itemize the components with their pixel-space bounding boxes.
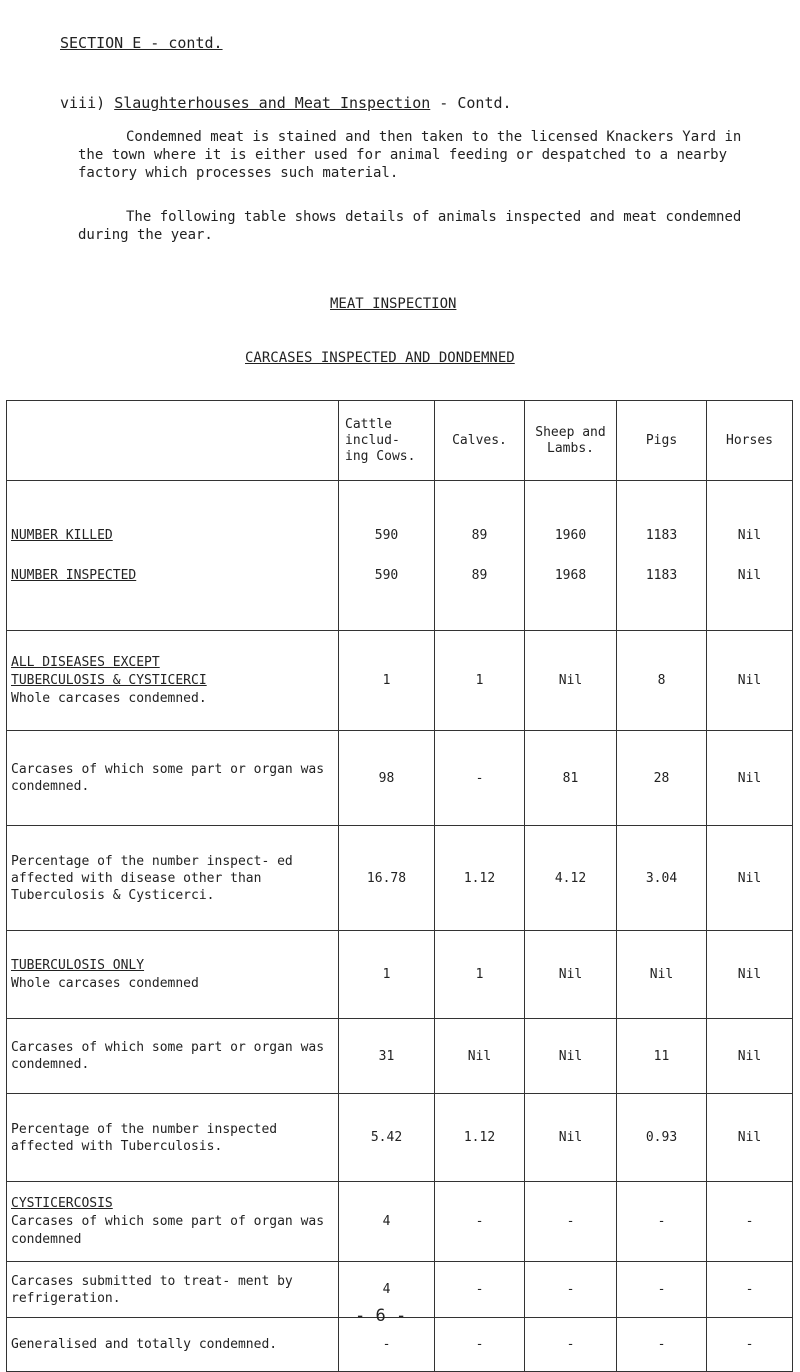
row-label-part-organ: Carcases of which some part or organ was condemned. [7, 731, 339, 826]
cell-pigs: 3.04 [617, 826, 707, 931]
cell-calves: - [435, 1262, 525, 1318]
row-label-percentage: Percentage of the number inspect- ed affected with disease other than Tuberculosis & Cysticerci. [7, 826, 339, 931]
cell-horses: - [707, 1182, 793, 1262]
table-row [7, 826, 793, 931]
cell-pigs: 28 [617, 731, 707, 826]
cell-cattle: 4 [339, 1262, 435, 1318]
cell-cattle: 31 [339, 1019, 435, 1094]
row-label-cyst-part [7, 1182, 339, 1262]
label-number-inspected: NUMBER INSPECTED [11, 567, 137, 583]
cell-sheep: Nil [525, 1019, 617, 1094]
table-row [7, 481, 793, 631]
cell-cattle: - [339, 1318, 435, 1372]
cell-pigs: 1183 1183 [617, 481, 707, 631]
cell-pigs: 11 [617, 1019, 707, 1094]
section-heading [60, 34, 223, 52]
cell-calves: 1.12 [435, 1094, 525, 1182]
table-header-row [7, 401, 793, 481]
page-title: MEAT INSPECTION [330, 296, 457, 312]
table-row [7, 631, 793, 731]
cell-pigs: Nil [617, 931, 707, 1019]
table-row [7, 1094, 793, 1182]
cell-horses: Nil [707, 931, 793, 1019]
cell-sheep: Nil [525, 631, 617, 731]
cell-cattle: 4 [339, 1182, 435, 1262]
cell-horses: - [707, 1318, 793, 1372]
heading-cysticercosis: CYSTICERCOSIS [11, 1195, 113, 1211]
page-subtitle: CARCASES INSPECTED AND DONDEMNED [245, 350, 515, 366]
cell-calves: 89 89 [435, 481, 525, 631]
cell-sheep: 4.12 [525, 826, 617, 931]
subsection-suffix: - Contd. [439, 94, 512, 112]
cell-cattle: 16.78 [339, 826, 435, 931]
row-label-tb-part: Carcases of which some part or organ was condemned. [7, 1019, 339, 1094]
cell-horses: Nil [707, 1019, 793, 1094]
cell-calves: 1.12 [435, 826, 525, 931]
row-label-tb-whole [7, 931, 339, 1019]
cell-sheep: - [525, 1262, 617, 1318]
table-row [7, 731, 793, 826]
cell-calves: 1 [435, 931, 525, 1019]
row-label-all-diseases [7, 631, 339, 731]
cell-pigs: 8 [617, 631, 707, 731]
label-tb-whole-carcases: Whole carcases condemned [11, 975, 199, 991]
table-row [7, 931, 793, 1019]
meat-inspection-table [6, 400, 793, 1372]
cell-calves: - [435, 1318, 525, 1372]
cell-pigs: - [617, 1262, 707, 1318]
cell-horses: - [707, 1262, 793, 1318]
cell-calves: - [435, 1182, 525, 1262]
table-row [7, 1182, 793, 1262]
heading-all-diseases: ALL DISEASES EXCEPT [11, 654, 160, 670]
cell-sheep: - [525, 1182, 617, 1262]
cell-pigs: - [617, 1318, 707, 1372]
row-label-killed-inspected [7, 481, 339, 631]
cell-horses: Nil [707, 826, 793, 931]
paragraph-2 [78, 208, 768, 244]
paragraph-2-text: The following table shows details of animals inspected and meat condemned during the year. [78, 209, 742, 243]
subsection-heading [60, 94, 512, 112]
cell-cattle: 5.42 [339, 1094, 435, 1182]
page-number: - 6 - [355, 1306, 407, 1326]
label-cyst-part: Carcases of which some part of organ was condemned [11, 1213, 325, 1247]
col-header-pigs: Pigs [617, 401, 707, 481]
cell-cattle: 1 [339, 631, 435, 731]
col-header-horses: Horses [707, 401, 793, 481]
paragraph-1 [78, 128, 768, 182]
section-heading-text: SECTION E - contd. [60, 34, 223, 52]
cell-calves: - [435, 731, 525, 826]
subsection-prefix: viii) [60, 94, 106, 112]
table-row [7, 1019, 793, 1094]
cell-cattle: 590 590 [339, 481, 435, 631]
cell-horses: Nil [707, 631, 793, 731]
cell-horses: Nil [707, 1094, 793, 1182]
row-label-cyst-generalised: Generalised and totally condemned. [7, 1318, 339, 1372]
cell-calves: 1 [435, 631, 525, 731]
cell-sheep: Nil [525, 931, 617, 1019]
heading-tuberculosis-only: TUBERCULOSIS ONLY [11, 957, 145, 973]
cell-horses: Nil Nil [707, 481, 793, 631]
cell-calves: Nil [435, 1019, 525, 1094]
cell-sheep: 81 [525, 731, 617, 826]
cell-sheep: Nil [525, 1094, 617, 1182]
label-number-killed: NUMBER KILLED [11, 527, 113, 543]
cell-sheep: - [525, 1318, 617, 1372]
header-empty-cell [7, 401, 339, 481]
col-header-calves: Calves. [435, 401, 525, 481]
subsection-title: Slaughterhouses and Meat Inspection [114, 94, 431, 112]
cell-sheep: 1960 1968 [525, 481, 617, 631]
col-header-cattle: Cattle includ- ing Cows. [339, 401, 435, 481]
paragraph-1-text: Condemned meat is stained and then taken to the licensed Knackers Yard in the town where it is either used for animal feeding or despatched to a nearby factory which processes such material. [78, 129, 742, 181]
cell-cattle: 1 [339, 931, 435, 1019]
row-label-tb-percentage: Percentage of the number inspected affected with Tuberculosis. [7, 1094, 339, 1182]
heading-tb-cysticerci: TUBERCULOSIS & CYSTICERCI [11, 672, 207, 688]
cell-pigs: - [617, 1182, 707, 1262]
label-whole-carcases: Whole carcases condemned. [11, 690, 207, 706]
cell-horses: Nil [707, 731, 793, 826]
col-header-sheep: Sheep and Lambs. [525, 401, 617, 481]
cell-cattle: 98 [339, 731, 435, 826]
cell-pigs: 0.93 [617, 1094, 707, 1182]
row-label-cyst-refrigeration: Carcases submitted to treat- ment by refrigeration. [7, 1262, 339, 1318]
